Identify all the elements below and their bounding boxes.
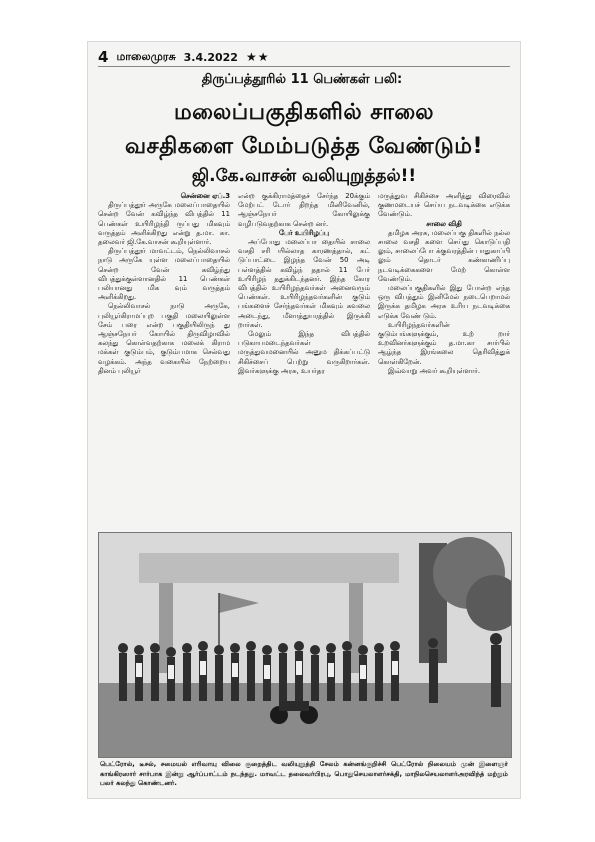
subheading: பேர் உயிரிழப்பு <box>278 228 330 237</box>
protest-photo <box>98 532 512 758</box>
paragraph: நெல்லிவாசல் நாடு அருகே, புலியூர்கிராமப்புற பகுதி மலையிலுள்ள சேம் பரை என்ற பகுதியிலிருந் து ஆஞ்சநேயர் கோயில் திருவிழாவில் கலந்து கொள்வதற்காக மலைக் கிராம மக்கள் குடும்பம், குடும்பமாக செல்வது வழக்கம். அந்த வகையில் நேற்றைய தினம் புலியூர் <box>98 302 230 375</box>
subheading: சாலை விதி <box>426 219 462 228</box>
masthead <box>98 48 510 67</box>
paragraph: மருத்துவ சிகிச்சை அளித்து விரைவில் குணமடையச் செய்ய நடவடிக்கை எடுக்க வேண்டும். <box>378 192 510 219</box>
station-canopy <box>139 553 399 583</box>
article-subhead: ஜி.கே.வாசன் வலியுறுத்தல்!! <box>191 166 417 186</box>
article-column-2 <box>238 192 370 572</box>
newspaper-clipping <box>88 42 520 798</box>
dateline: சென்னை ஏப்.3 <box>180 192 230 200</box>
paragraph: மேலும் இந்த விபத்தில் படுகாயமடைந்தவர்கள் மருத்துவமனையில் அனும திக்கப்பட்டு சிகிச்சைப் பெற்று வருகிறார்கள். இவர்களுக்கு அரசு, உயர்தர <box>238 330 370 375</box>
article-headline <box>98 96 510 164</box>
article-body <box>98 192 510 572</box>
photo-caption: பெட்ரோல், டீசல், சமையல் எரிவாயு விலை குறைத்திட வலியுறுத்தி சேலம் கன்னங்குறிச்சி பெட்ரோல் நிலையம் முன் இளைஞர் காங்கிரஸார் சார்பாக இன்று ஆர்ப்பாட்டம் நடந்தது. மாவட்ட தலைவர்பிரபு, பொதுசெயலாளர்சக்தி, மாநிலசெயலாளர்அரவிந்த் மற்றும் பலர் கலந்து கொண்டனர். <box>100 760 508 788</box>
page-number: 4 <box>98 48 109 66</box>
article-kicker: திருப்பத்தூரில் 11 பெண்கள் பலி: <box>201 72 403 87</box>
paragraph: என்ற குக்கிராமத்தைச் சேர்ந்த 20க்கும் மேற்பட் டோர் திறந்த மினிவேனில், ஆஞ்சநேயர் கோயிலுக்கு வழிபடுவதற்காக சென்ற னர். <box>238 192 370 228</box>
paragraph: அப்போது மலைப்பா தையில் சாலை வசதி சரி யில்லாத காரணத்தால், கட் டுப்பாட்டை இழந்த வேன் 50 அடி பள்ளத்தில் கவிழ்ந் ததால் 11 பேர் உயிரிழந் ததுக்கிடந்தனர். இந்த கோர விபத்தில் உயிரிழந்தவர்கள் அனைவரும் பெண்கள். உயிரிழந்தவர்களின் குடும் பங்களைச் சேர்ந்தவர்கள் மிகவும் கவலை அடைந்து, மீளாத்துயரத்தில் இருக்கி றார்கள். <box>238 238 370 329</box>
protest-photo-drawing <box>99 533 511 757</box>
paragraph: திருப்பத்தூர் மாவட்டம், நெல்லிவாசல் நாடு அருகே யுள்ள மலைப்பாதையில் சென்ற வேன் கவிழ்ந்து விபத்துக்குள்ளானதில் 11 பெண்கள் பலியானது மிக வும் வருத்தம் அளிக்கிறது. <box>98 247 230 302</box>
paragraph: மலைப்பகுதிகளில் இது போன்ற எந்த ஒரு விபத்தும் இனிமேல் நடைபெறாமல் இருக்க தமிழக அரசு உரிய நடவடிக்கை எடுக்க வேண் டும். <box>378 284 510 320</box>
issue-date: 3.4.2022 <box>183 50 238 64</box>
newspaper-name: மாலைமுரசு <box>116 49 176 63</box>
headline-line-2: வசதிகளை மேம்படுத்த வேண்டும்! <box>124 134 484 159</box>
article-column-1 <box>98 192 230 572</box>
edition-stars: ★★ <box>245 50 270 64</box>
headline-line-1: மலைப்பகுதிகளில் சாலை <box>173 100 435 125</box>
paragraph: உயிரிழந்தவர்களின் குடும்பங்களுக்கும், உற் றார் உறவினர்களுக்கும் த.மா.கா சார்பில் ஆழ்ந்த இரங்கலை தெரிவித்துக் கொள்கிறேன். <box>378 320 510 366</box>
article-column-3 <box>378 192 510 572</box>
paragraph: திருப்பத்தூர் அருகே மலைப்பாதையில் சென்ற வேன் கவிழ்ந்த விபத்தில் 11 பெண்கள் உயிரிழந்தி ருப்பது மிகவும் வருத்தம் அளிக்கிறது என்று த.மா. கா. தலைவர் ஜி.கே.வாசன் கூறியுள்ளார். <box>98 201 230 247</box>
paragraph: தமிழக அரசு, மலைப்பகு திகளில் நல்ல சாலை வசதி களை செய்து கொடுப்பதி லும், சாலைப்போ க்குவரத்தின் பாதுகாப்பி லும் தொடர் கண்காணிப்பு நடவடிக்கைகளை மேற் கொள்ள வேண்டும். <box>378 228 510 283</box>
paragraph: இவ்வாறு அவர் கூறியுள்ளார். <box>388 366 481 375</box>
